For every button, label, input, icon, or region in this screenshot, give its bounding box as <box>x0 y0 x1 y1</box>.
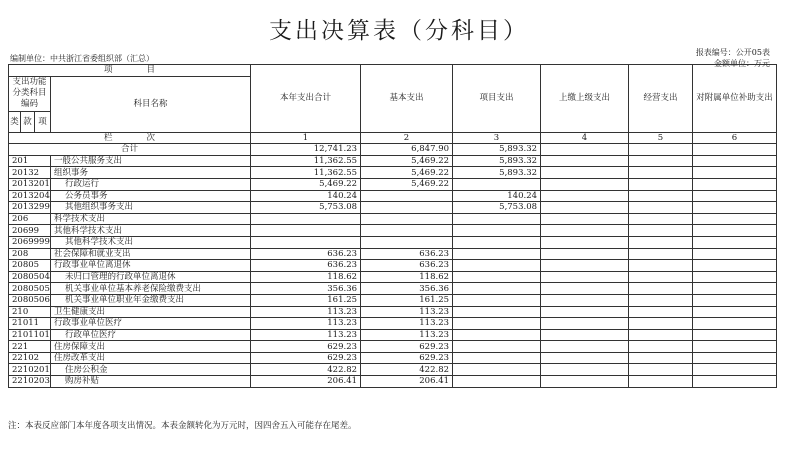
table-row <box>9 341 777 353</box>
row-name: 合计 <box>9 144 251 156</box>
row-code: 201 <box>9 155 51 167</box>
cell-business <box>629 318 693 330</box>
row-name: 购房补贴 <box>51 376 251 388</box>
cell-subsidy <box>693 178 777 190</box>
row-code: 2013204 <box>9 190 51 202</box>
cell-business <box>629 144 693 156</box>
cell-total: 629.23 <box>251 341 361 353</box>
table-row <box>9 260 777 272</box>
cell-business <box>629 190 693 202</box>
cell-upper <box>541 202 629 214</box>
row-name: 行政事业单位离退休 <box>51 260 251 272</box>
table-row <box>9 352 777 364</box>
cell-upper <box>541 318 629 330</box>
cell-basic: 5,469.22 <box>361 178 453 190</box>
cell-upper <box>541 248 629 260</box>
table-row <box>9 318 777 330</box>
cell-subsidy <box>693 306 777 318</box>
table-row <box>9 376 777 388</box>
cell-project <box>453 271 541 283</box>
table-row <box>9 178 777 190</box>
cell-upper <box>541 294 629 306</box>
reporting-unit: 编制单位：中共浙江省委组织部（汇总） <box>10 54 154 63</box>
row-code: 2210203 <box>9 376 51 388</box>
col-number: 1 <box>251 132 361 144</box>
cell-basic: 6,847.90 <box>361 144 453 156</box>
cell-project: 5,893.32 <box>453 155 541 167</box>
cell-subsidy <box>693 248 777 260</box>
row-name: 公务员事务 <box>51 190 251 202</box>
cell-project: 5,893.32 <box>453 144 541 156</box>
cell-business <box>629 376 693 388</box>
cell-upper <box>541 144 629 156</box>
cell-subsidy <box>693 213 777 225</box>
cell-total <box>251 236 361 248</box>
cell-business <box>629 294 693 306</box>
cell-project <box>453 283 541 295</box>
cell-project: 140.24 <box>453 190 541 202</box>
subsidy-header: 对附属单位补助支出 <box>693 65 777 133</box>
cell-total: 636.23 <box>251 260 361 272</box>
cell-basic <box>361 213 453 225</box>
table-row <box>9 144 777 156</box>
table-row <box>9 329 777 341</box>
row-name: 卫生健康支出 <box>51 306 251 318</box>
row-code: 21011 <box>9 318 51 330</box>
table-row <box>9 202 777 214</box>
cell-subsidy <box>693 144 777 156</box>
cell-basic: 629.23 <box>361 352 453 364</box>
row-code: 206 <box>9 213 51 225</box>
row-code: 221 <box>9 341 51 353</box>
cell-total: 113.23 <box>251 306 361 318</box>
col-number: 4 <box>541 132 629 144</box>
cell-subsidy <box>693 167 777 179</box>
cell-basic <box>361 190 453 202</box>
col-number: 5 <box>629 132 693 144</box>
row-code: 2210201 <box>9 364 51 376</box>
xiang-header: 项 <box>35 111 51 132</box>
cell-business <box>629 329 693 341</box>
cell-project <box>453 329 541 341</box>
cell-upper <box>541 283 629 295</box>
cell-business <box>629 225 693 237</box>
cell-subsidy <box>693 155 777 167</box>
row-name: 机关事业单位职业年金缴费支出 <box>51 294 251 306</box>
row-code: 20699 <box>9 225 51 237</box>
cell-upper <box>541 260 629 272</box>
cell-business <box>629 248 693 260</box>
cell-project <box>453 352 541 364</box>
cell-subsidy <box>693 283 777 295</box>
col-number: 3 <box>453 132 541 144</box>
row-name: 其他科学技术支出 <box>51 236 251 248</box>
cell-total: 12,741.23 <box>251 144 361 156</box>
table-row <box>9 294 777 306</box>
cell-total: 113.23 <box>251 318 361 330</box>
row-name: 一般公共服务支出 <box>51 155 251 167</box>
cell-total: 356.36 <box>251 283 361 295</box>
cell-upper <box>541 329 629 341</box>
cell-total: 113.23 <box>251 329 361 341</box>
row-name: 社会保障和就业支出 <box>51 248 251 260</box>
row-code: 20805 <box>9 260 51 272</box>
cell-upper <box>541 155 629 167</box>
cell-basic: 113.23 <box>361 318 453 330</box>
table-row <box>9 190 777 202</box>
cell-subsidy <box>693 329 777 341</box>
cell-upper <box>541 167 629 179</box>
cell-subsidy <box>693 260 777 272</box>
row-code: 2080504 <box>9 271 51 283</box>
cell-upper <box>541 364 629 376</box>
row-name: 行政事业单位医疗 <box>51 318 251 330</box>
cell-subsidy <box>693 318 777 330</box>
table-row <box>9 283 777 295</box>
cell-total: 5,753.08 <box>251 202 361 214</box>
row-code: 20132 <box>9 167 51 179</box>
table-row <box>9 213 777 225</box>
cell-total: 118.62 <box>251 271 361 283</box>
cell-business <box>629 167 693 179</box>
row-name: 行政运行 <box>51 178 251 190</box>
cell-basic: 636.23 <box>361 248 453 260</box>
cell-basic: 422.82 <box>361 364 453 376</box>
cell-total: 11,362.55 <box>251 155 361 167</box>
row-code: 22102 <box>9 352 51 364</box>
cell-total <box>251 225 361 237</box>
name-header: 科目名称 <box>51 76 251 132</box>
basic-header: 基本支出 <box>361 65 453 133</box>
cell-basic: 5,469.22 <box>361 167 453 179</box>
cell-project <box>453 248 541 260</box>
row-code: 210 <box>9 306 51 318</box>
table-row <box>9 248 777 260</box>
row-code: 2013299 <box>9 202 51 214</box>
cell-upper <box>541 306 629 318</box>
table-row <box>9 167 777 179</box>
cell-business <box>629 178 693 190</box>
cell-subsidy <box>693 376 777 388</box>
table-row <box>9 225 777 237</box>
page-title: 支出决算表（分科目） <box>269 18 529 44</box>
lanci-header: 栏 次 <box>9 132 251 144</box>
cell-total: 5,469.22 <box>251 178 361 190</box>
cell-total: 161.25 <box>251 294 361 306</box>
row-code: 2080506 <box>9 294 51 306</box>
cell-basic <box>361 202 453 214</box>
col-number: 6 <box>693 132 777 144</box>
table-row <box>9 364 777 376</box>
cell-subsidy <box>693 341 777 353</box>
upper-header: 上缴上级支出 <box>541 65 629 133</box>
cell-project <box>453 306 541 318</box>
cell-business <box>629 364 693 376</box>
col-number: 2 <box>361 132 453 144</box>
cell-project <box>453 364 541 376</box>
row-name: 未归口管理的行政单位离退休 <box>51 271 251 283</box>
money-unit: 金额单位：万元 <box>714 59 770 68</box>
cell-project: 5,753.08 <box>453 202 541 214</box>
cell-upper <box>541 236 629 248</box>
cell-basic: 113.23 <box>361 329 453 341</box>
cell-basic: 356.36 <box>361 283 453 295</box>
cell-business <box>629 283 693 295</box>
cell-total <box>251 213 361 225</box>
cell-basic: 629.23 <box>361 341 453 353</box>
cell-basic <box>361 236 453 248</box>
cell-project <box>453 236 541 248</box>
cell-subsidy <box>693 352 777 364</box>
cell-business <box>629 306 693 318</box>
cell-project <box>453 260 541 272</box>
row-code: 2101101 <box>9 329 51 341</box>
row-code: 2013201 <box>9 178 51 190</box>
cell-upper <box>541 178 629 190</box>
footnote: 注：本表反应部门本年度各项支出情况。本表金额转化为万元时，因四舍五入可能存在尾差。 <box>8 421 357 431</box>
cell-subsidy <box>693 271 777 283</box>
cell-basic: 161.25 <box>361 294 453 306</box>
table-row <box>9 155 777 167</box>
cell-total: 636.23 <box>251 248 361 260</box>
cell-total: 629.23 <box>251 352 361 364</box>
cell-project <box>453 376 541 388</box>
cell-project <box>453 213 541 225</box>
cell-total: 206.41 <box>251 376 361 388</box>
cell-basic: 5,469.22 <box>361 155 453 167</box>
row-name: 其他组织事务支出 <box>51 202 251 214</box>
cell-project <box>453 341 541 353</box>
cell-business <box>629 341 693 353</box>
cell-project <box>453 178 541 190</box>
cell-subsidy <box>693 236 777 248</box>
row-name: 科学技术支出 <box>51 213 251 225</box>
column-number-row <box>9 132 777 144</box>
cell-basic <box>361 225 453 237</box>
cell-basic: 118.62 <box>361 271 453 283</box>
cell-subsidy <box>693 225 777 237</box>
cell-project <box>453 225 541 237</box>
table-row <box>9 236 777 248</box>
row-name: 住房改革支出 <box>51 352 251 364</box>
cell-total: 140.24 <box>251 190 361 202</box>
item-header: 项 目 <box>9 65 251 77</box>
form-number: 报表编号：公开05表 <box>695 48 770 57</box>
business-header: 经营支出 <box>629 65 693 133</box>
cell-total: 422.82 <box>251 364 361 376</box>
row-name: 其他科学技术支出 <box>51 225 251 237</box>
lei-header: 类 <box>9 111 21 132</box>
cell-upper <box>541 352 629 364</box>
cell-upper <box>541 213 629 225</box>
row-name: 住房保障支出 <box>51 341 251 353</box>
total-header: 本年支出合计 <box>251 65 361 133</box>
cell-subsidy <box>693 190 777 202</box>
cell-business <box>629 236 693 248</box>
cell-total: 11,362.55 <box>251 167 361 179</box>
table-row <box>9 306 777 318</box>
cell-business <box>629 260 693 272</box>
cell-business <box>629 155 693 167</box>
cell-subsidy <box>693 364 777 376</box>
cell-subsidy <box>693 202 777 214</box>
header-row-1 <box>9 65 777 77</box>
row-code: 208 <box>9 248 51 260</box>
cell-business <box>629 202 693 214</box>
row-code: 2069999 <box>9 236 51 248</box>
row-code: 2080505 <box>9 283 51 295</box>
cell-basic: 206.41 <box>361 376 453 388</box>
table-row <box>9 271 777 283</box>
kuan-header: 款 <box>21 111 35 132</box>
project-header: 项目支出 <box>453 65 541 133</box>
func-code-header: 支出功能分类科目编码 <box>9 76 51 111</box>
cell-upper <box>541 225 629 237</box>
row-name: 行政单位医疗 <box>51 329 251 341</box>
row-name: 住房公积金 <box>51 364 251 376</box>
row-name: 机关事业单位基本养老保险缴费支出 <box>51 283 251 295</box>
expenditure-table <box>8 64 777 388</box>
cell-project: 5,893.32 <box>453 167 541 179</box>
cell-basic: 636.23 <box>361 260 453 272</box>
cell-upper <box>541 376 629 388</box>
row-name: 组织事务 <box>51 167 251 179</box>
cell-business <box>629 271 693 283</box>
cell-business <box>629 352 693 364</box>
cell-subsidy <box>693 294 777 306</box>
cell-upper <box>541 271 629 283</box>
cell-upper <box>541 190 629 202</box>
cell-basic: 113.23 <box>361 306 453 318</box>
cell-upper <box>541 341 629 353</box>
cell-business <box>629 213 693 225</box>
cell-project <box>453 318 541 330</box>
cell-project <box>453 294 541 306</box>
